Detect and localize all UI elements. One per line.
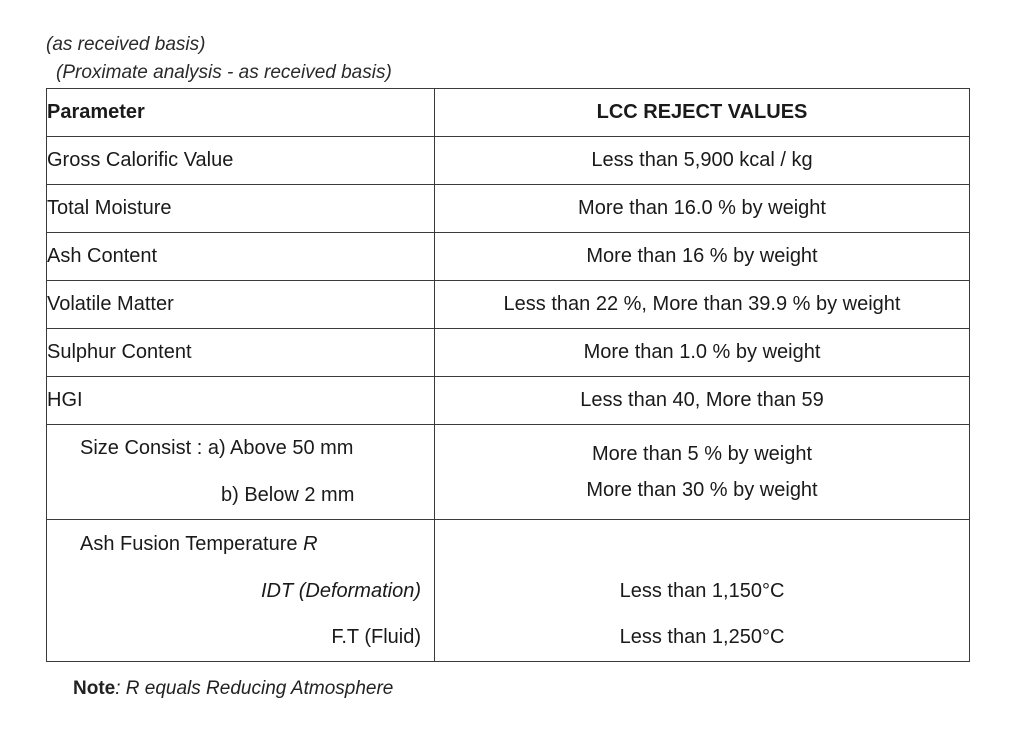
- table-row: [47, 185, 970, 233]
- ash-fusion-value-cell: [435, 520, 970, 662]
- size-above-value: More than 5 % by weight: [591, 443, 813, 465]
- ash-fusion-row: [47, 520, 970, 662]
- value-cell: Less than 22 %, More than 39.9 % by weight: [435, 281, 970, 329]
- idt-value: Less than 1,150°C: [619, 580, 785, 602]
- note-text: : R equals Reducing Atmosphere: [115, 678, 394, 699]
- param-cell: Volatile Matter: [47, 281, 435, 329]
- basis-caption: (as received basis): [46, 34, 206, 55]
- size-consist-row: [47, 425, 970, 520]
- ft-label: F.T (Fluid): [331, 626, 421, 648]
- param-cell: Gross Calorific Value: [47, 137, 435, 185]
- value-cell: More than 1.0 % by weight: [435, 329, 970, 377]
- table-row: [47, 329, 970, 377]
- param-cell: Sulphur Content: [47, 329, 435, 377]
- size-below-label: b) Below 2 mm: [221, 484, 355, 506]
- table-row: [47, 137, 970, 185]
- idt-label: IDT (Deformation): [260, 580, 421, 602]
- param-cell: Ash Content: [47, 233, 435, 281]
- value-cell: More than 16 % by weight: [435, 233, 970, 281]
- param-cell: Total Moisture: [47, 185, 435, 233]
- size-above-label: Size Consist : a) Above 50 mm: [80, 437, 354, 459]
- table-row: [47, 281, 970, 329]
- table-row: [47, 377, 970, 425]
- size-below-value: More than 30 % by weight: [586, 479, 818, 501]
- footnote: [73, 678, 393, 700]
- analysis-caption: (Proximate analysis - as received basis): [56, 62, 392, 83]
- reject-values-table: [46, 88, 970, 662]
- table-header-row: [47, 89, 970, 137]
- ft-value: Less than 1,250°C: [619, 626, 785, 648]
- reducing-marker: R: [303, 533, 318, 555]
- reject-values-header: LCC REJECT VALUES: [435, 89, 970, 137]
- ash-fusion-label-cell: [47, 520, 435, 662]
- ash-fusion-title-text: Ash Fusion Temperature: [80, 533, 298, 555]
- blank-spacer: [435, 521, 969, 568]
- param-cell: HGI: [47, 377, 435, 425]
- note-label: Note: [73, 678, 116, 699]
- ash-fusion-title: [47, 521, 434, 568]
- value-cell: More than 16.0 % by weight: [435, 185, 970, 233]
- value-cell: Less than 40, More than 59: [435, 377, 970, 425]
- value-cell: Less than 5,900 kcal / kg: [435, 137, 970, 185]
- size-consist-value-cell: [435, 425, 970, 520]
- size-consist-label-cell: [47, 425, 435, 520]
- parameter-header: Parameter: [47, 89, 435, 137]
- table-row: [47, 233, 970, 281]
